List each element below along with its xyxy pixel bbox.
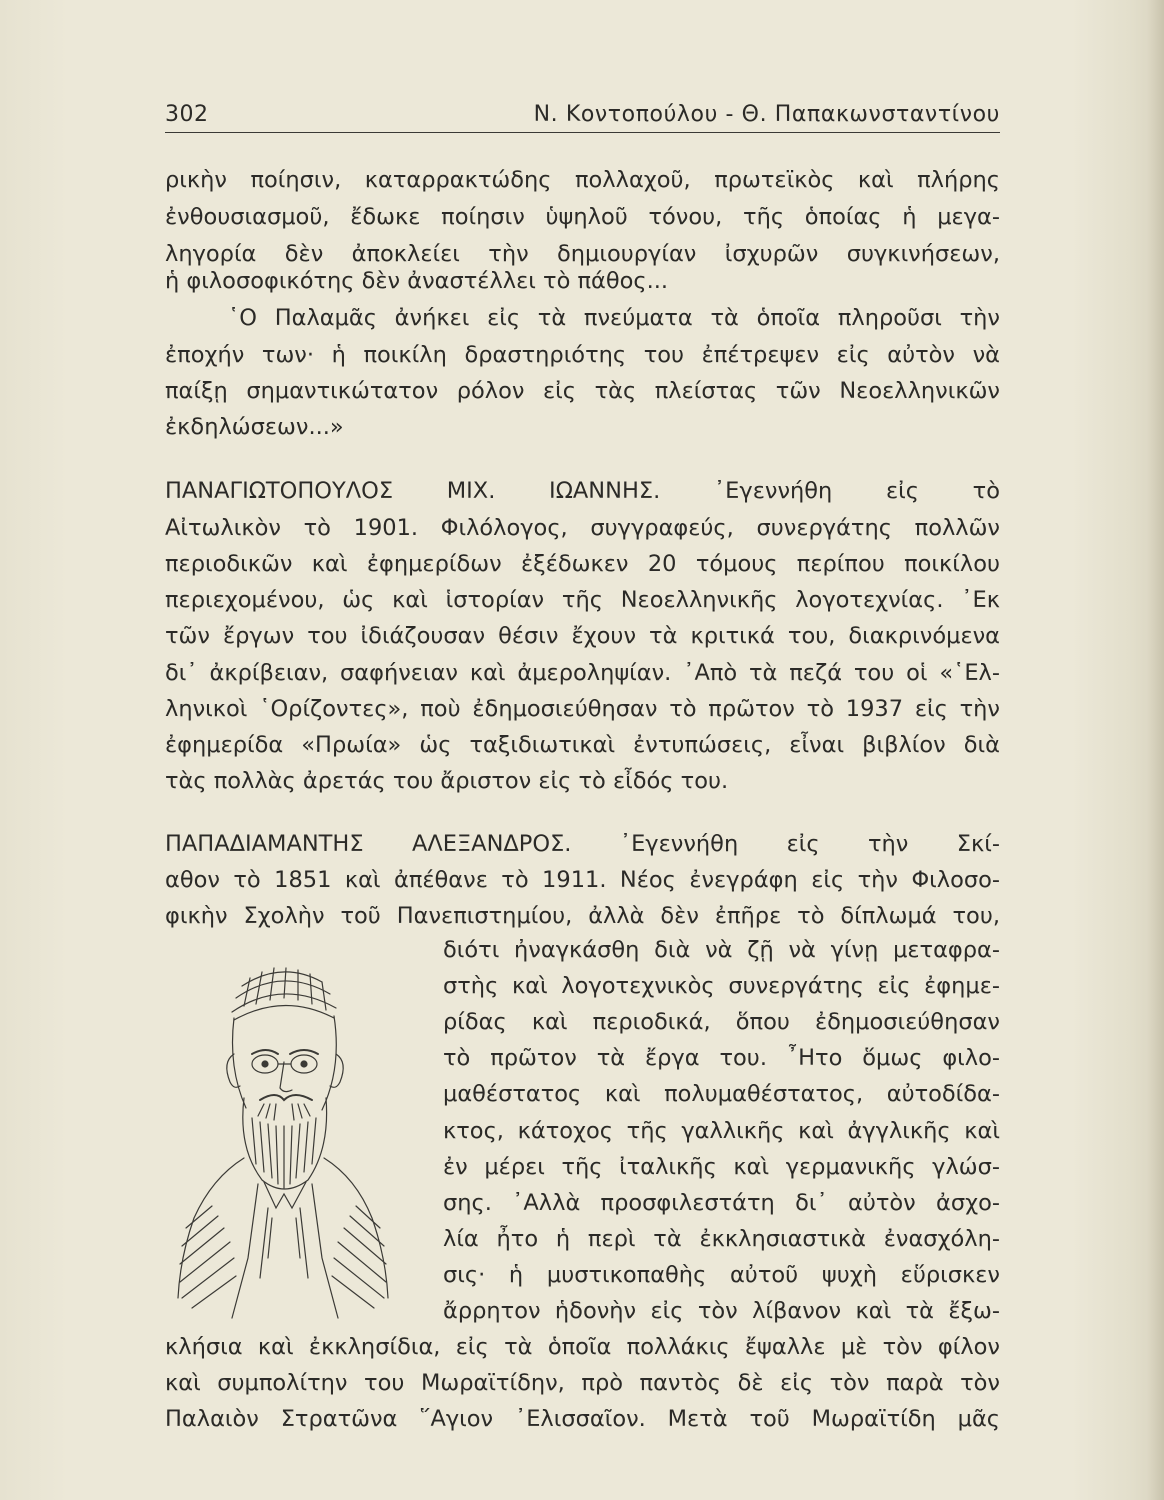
text-line: σης. ᾿Αλλὰ προσφιλεστάτη δι᾿ αὐτὸν ἀσχο- bbox=[443, 1190, 1000, 1216]
text-line: περιεχομένου, ὡς καὶ ἱστορίαν τῆς Νεοελληνικῆς λογοτεχνίας. ᾿Εκ bbox=[165, 587, 1000, 613]
text-line: διότι ἠναγκάσθη διὰ νὰ ζῇ νὰ γίνῃ μεταφρα- bbox=[443, 937, 1000, 963]
text-line: ρίδας καὶ περιοδικά, ὅπου ἐδημοσιεύθησαν bbox=[443, 1009, 1000, 1035]
text-line: κλήσια καὶ ἐκκλησίδια, εἰς τὰ ὁποῖα πολλάκις ἔψαλλε μὲ τὸν φίλον bbox=[165, 1334, 1000, 1360]
text-line: ληνικοὶ ῾Ορίζοντες», ποὺ ἐδημοσιεύθησαν τὸ πρῶτον τὸ 1937 εἰς τὴν bbox=[165, 696, 1000, 722]
text-line: Παλαιὸν Στρατῶνα ῞Αγιον ᾿Ελισσαῖον. Μετὰ τοῦ Μωραϊτίδη μᾶς bbox=[165, 1406, 1000, 1432]
running-head: Ν. Κοντοπούλου - Θ. Παπακωνσταντίνου bbox=[533, 102, 1000, 127]
text-line: περιοδικῶν καὶ ἐφημερίδων ἐξέδωκεν 20 τόμους περίπου ποικίλου bbox=[165, 551, 1000, 577]
text-line: παίξῃ σημαντικώτατον ρόλον εἰς τὰς πλείστας τῶν Νεοελληνικῶν bbox=[165, 378, 1000, 404]
text-line: σις· ἡ μυστικοπαθὴς αὐτοῦ ψυχὴ εὕρισκεν bbox=[443, 1262, 1000, 1288]
text-line: τὸ πρῶτον τὰ ἔργα του. ῏Ητο ὅμως φιλο- bbox=[443, 1045, 1000, 1071]
text-line: δι᾿ ἀκρίβειαν, σαφήνειαν καὶ ἀμεροληψίαν. ᾿Απὸ τὰ πεζά του οἱ «῾Ελ- bbox=[165, 660, 1000, 686]
text-line: ἐκδηλώσεων...» bbox=[165, 414, 344, 440]
page-gutter-edge bbox=[1148, 0, 1164, 1500]
text-line: τῶν ἔργων του ἰδιάζουσαν θέσιν ἔχουν τὰ κριτικά του, διακρινόμενα bbox=[165, 623, 1000, 649]
page-number: 302 bbox=[165, 102, 209, 127]
text-line: αθον τὸ 1851 καὶ ἀπέθανε τὸ 1911. Νέος ἐνεγράφη εἰς τὴν Φιλοσο- bbox=[165, 867, 1000, 893]
text-line: ἐφημερίδα «Πρωία» ὡς ταξιδιωτικαὶ ἐντυπώσεις, εἶναι βιβλίον διὰ bbox=[165, 732, 1000, 758]
text-line: φικὴν Σχολὴν τοῦ Πανεπιστημίου, ἀλλὰ δὲν ἐπῆρε τὸ δίπλωμά του, bbox=[165, 903, 1000, 929]
text-line: καὶ συμπολίτην του Μωραϊτίδην, πρὸ παντὸς δὲ εἰς τὸν παρὰ τὸν bbox=[165, 1370, 1000, 1396]
portrait-illustration bbox=[172, 958, 394, 1326]
text-line: Αἰτωλικὸν τὸ 1901. Φιλόλογος, συγγραφεύς, συνεργάτης πολλῶν bbox=[165, 515, 1000, 541]
text-line: ἡ φιλοσοφικότης δὲν ἀναστέλλει τὸ πάθος... bbox=[165, 268, 669, 294]
text-line: ἐποχήν των· ἡ ποικίλη δραστηριότης του ἐπέτρεψεν εἰς αὐτὸν νὰ bbox=[165, 342, 1000, 368]
text-line: ρικὴν ποίησιν, καταρρακτώδης πολλαχοῦ, πρωτεϊκὸς καὶ πλήρης bbox=[165, 167, 1000, 193]
page-header bbox=[165, 100, 1000, 133]
text-line: μαθέστατος καὶ πολυμαθέστατος, αὐτοδίδα- bbox=[443, 1081, 1000, 1107]
text-line: κτος, κάτοχος τῆς γαλλικῆς καὶ ἀγγλικῆς καὶ bbox=[443, 1118, 1000, 1144]
text-line: ἄρρητον ἡδονὴν εἰς τὸν λίβανον καὶ τὰ ἔξω- bbox=[443, 1298, 1000, 1324]
entry-heading-line: ΠΑΠΑΔΙΑΜΑΝΤΗΣ ΑΛΕΞΑΝΔΡΟΣ. ᾿Εγεννήθη εἰς τὴν Σκί- bbox=[165, 831, 1000, 857]
text-line: ῾Ο Παλαμᾶς ἀνήκει εἰς τὰ πνεύματα τὰ ὁποῖα πληροῦσι τὴν bbox=[228, 305, 1000, 331]
text-line: στὴς καὶ λογοτεχνικὸς συνεργάτης εἰς ἐφημε- bbox=[443, 973, 1000, 999]
entry-heading-line: ΠΑΝΑΓΙΩΤΟΠΟΥΛΟΣ ΜΙΧ. ΙΩΑΝΝΗΣ. ᾿Εγεννήθη εἰς τὸ bbox=[165, 478, 1000, 504]
text-line: ἐνθουσιασμοῦ, ἔδωκε ποίησιν ὑψηλοῦ τόνου, τῆς ὁποίας ἡ μεγα- bbox=[165, 204, 1000, 230]
text-line: ληγορία δὲν ἀποκλείει τὴν δημιουργίαν ἰσχυρῶν συγκινήσεων, bbox=[165, 241, 1000, 267]
text-line: λία ἦτο ἡ περὶ τὰ ἐκκλησιαστικὰ ἐνασχόλη- bbox=[443, 1226, 1000, 1252]
text-line: τὰς πολλὰς ἀρετάς του ἄριστον εἰς τὸ εἶδός του. bbox=[165, 768, 729, 794]
text-line: ἐν μέρει τῆς ἰταλικῆς καὶ γερμανικῆς γλώσ- bbox=[443, 1154, 1000, 1180]
